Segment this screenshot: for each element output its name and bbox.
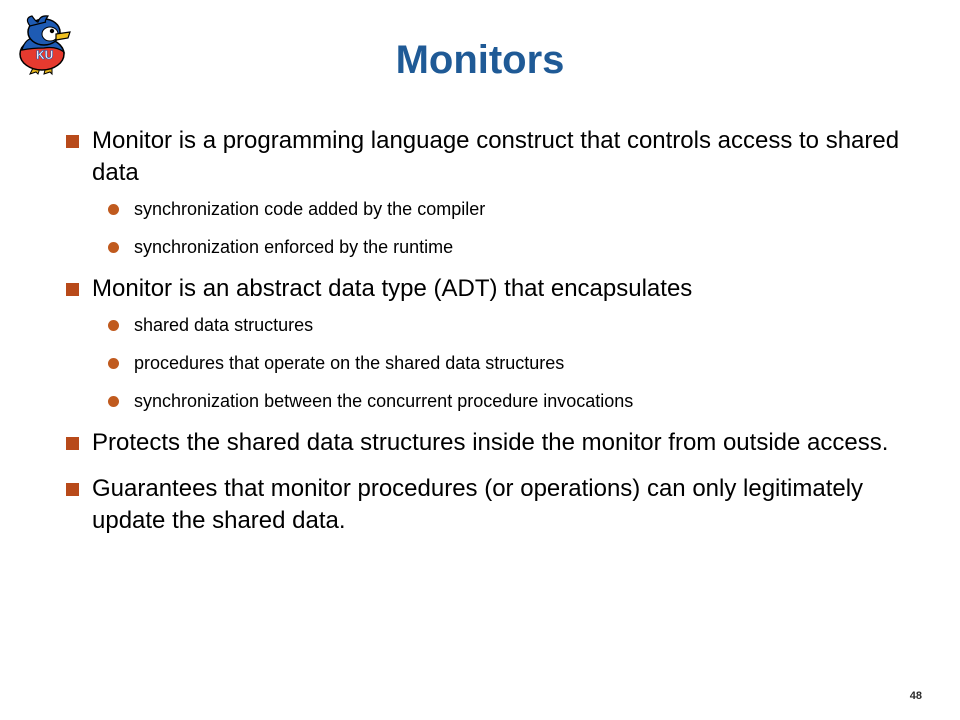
bullet-text: Protects the shared data structures inside the monitor from outside access. <box>92 429 889 456</box>
sub-bullet-text: synchronization enforced by the runtime <box>134 237 454 257</box>
round-bullet-icon <box>108 242 119 253</box>
bullet-text: Monitor is a programming language construct that controls access to shared data <box>92 127 900 186</box>
round-bullet-icon <box>108 204 119 215</box>
round-bullet-icon <box>108 320 119 331</box>
sub-bullet-text: shared data structures <box>134 315 314 335</box>
sub-bullet-item <box>62 313 912 337</box>
sub-bullet-item <box>62 351 912 375</box>
bullet-item <box>62 427 912 459</box>
bullet-text: Monitor is an abstract data type (ADT) that encapsulates <box>92 275 693 302</box>
page-number: 48 <box>909 690 922 702</box>
square-bullet-icon <box>66 437 79 450</box>
svg-text:KU: KU <box>36 48 54 62</box>
round-bullet-icon <box>108 358 119 369</box>
sub-bullet-item <box>62 389 912 413</box>
sub-bullet-item <box>62 235 912 259</box>
sub-bullet-text: procedures that operate on the shared data structures <box>134 353 565 373</box>
bullet-item <box>62 125 912 189</box>
sub-bullet-text: synchronization between the concurrent procedure invocations <box>134 391 634 411</box>
bullet-text: Guarantees that monitor procedures (or operations) can only legitimately update the shared data. <box>92 475 864 534</box>
bullet-item <box>62 473 912 537</box>
square-bullet-icon <box>66 483 79 496</box>
bullet-list <box>62 125 912 543</box>
sub-bullet-item <box>62 197 912 221</box>
bullet-item <box>62 273 912 305</box>
slide-title: Monitors <box>395 38 565 82</box>
sub-bullet-list <box>62 197 912 259</box>
sub-bullet-list <box>62 313 912 413</box>
square-bullet-icon <box>66 283 79 296</box>
sub-bullet-text: synchronization code added by the compiler <box>134 199 486 219</box>
round-bullet-icon <box>108 396 119 407</box>
square-bullet-icon <box>66 135 79 148</box>
